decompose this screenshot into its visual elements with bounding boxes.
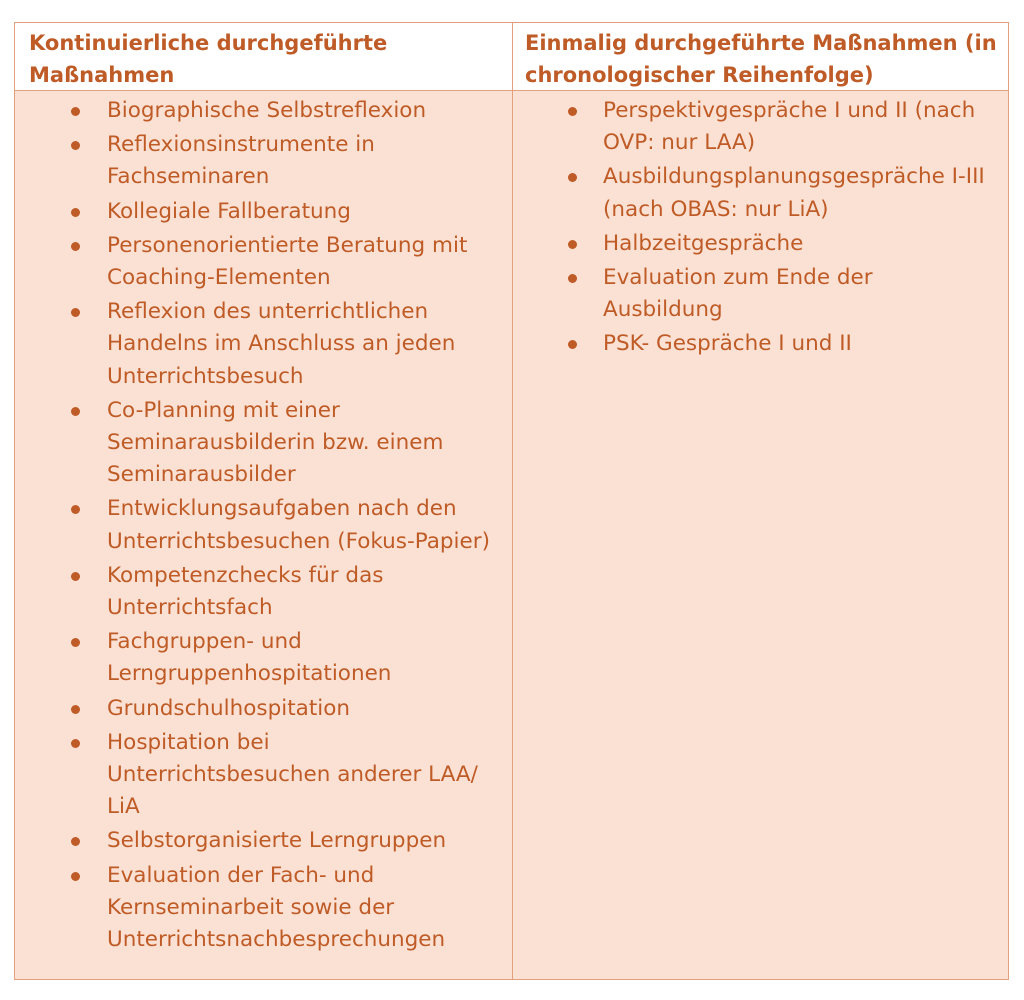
bullet-icon xyxy=(71,141,80,150)
bullet-icon xyxy=(568,340,577,349)
list-item: Reflexion des unterrichtlichen Handelns im Anschluss an jeden Unterrichtsbesuch xyxy=(15,296,512,393)
one-time-measures-cell xyxy=(513,91,1008,979)
list-item: Grundschulhospitation xyxy=(15,693,512,725)
measures-table xyxy=(14,22,1009,980)
list-item: Personenorientierte Beratung mit Coaching-Elementen xyxy=(15,230,512,294)
list-item: Biographische Selbstreflexion xyxy=(15,95,512,127)
bullet-icon xyxy=(568,107,577,116)
bullet-icon xyxy=(71,739,80,748)
list-item: Ausbildungsplanungsgespräche I-III (nach OBAS: nur LiA) xyxy=(513,161,1008,225)
header-one-time-measures: Einmalig durchgeführte Maßnahmen (in chronologischer Reihenfolge) xyxy=(513,23,1008,91)
list-item: Co-Planning mit einer Seminarausbilderin bzw. einem Seminarausbilder xyxy=(15,395,512,492)
header-continuous-measures: Kontinuierliche durchgeführte Maßnahmen xyxy=(15,23,513,91)
list-item: Kollegiale Fallberatung xyxy=(15,196,512,228)
list-item: Perspektivgespräche I und II (nach OVP: nur LAA) xyxy=(513,95,1008,159)
list-item: Fachgruppen- und Lerngruppenhospitationen xyxy=(15,626,512,690)
continuous-measures-list xyxy=(15,95,512,956)
list-item: Hospitation bei Unterrichtsbesuchen anderer LAA/ LiA xyxy=(15,727,512,824)
bullet-icon xyxy=(71,308,80,317)
bullet-icon xyxy=(71,572,80,581)
list-item: Kompetenzchecks für das Unterrichtsfach xyxy=(15,560,512,624)
list-item: Selbstorganisierte Lerngruppen xyxy=(15,825,512,857)
bullet-icon xyxy=(71,872,80,881)
bullet-icon xyxy=(71,705,80,714)
one-time-measures-list xyxy=(513,95,1008,361)
bullet-icon xyxy=(71,107,80,116)
bullet-icon xyxy=(71,505,80,514)
bullet-icon xyxy=(71,208,80,217)
bullet-icon xyxy=(71,837,80,846)
bullet-icon xyxy=(568,240,577,249)
bullet-icon xyxy=(568,173,577,182)
bullet-icon xyxy=(71,638,80,647)
bullet-icon xyxy=(71,407,80,416)
list-item: Evaluation zum Ende der Ausbildung xyxy=(513,262,1008,326)
continuous-measures-cell xyxy=(15,91,513,979)
bullet-icon xyxy=(71,242,80,251)
list-item: Reflexionsinstrumente in Fachseminaren xyxy=(15,129,512,193)
list-item: Evaluation der Fach- und Kernseminarbeit sowie der Unterrichtsnachbesprechungen xyxy=(15,860,512,957)
bullet-icon xyxy=(568,274,577,283)
list-item: Halbzeitgespräche xyxy=(513,228,1008,260)
list-item: Entwicklungsaufgaben nach den Unterrichtsbesuchen (Fokus-Papier) xyxy=(15,493,512,557)
list-item: PSK- Gespräche I und II xyxy=(513,328,1008,360)
